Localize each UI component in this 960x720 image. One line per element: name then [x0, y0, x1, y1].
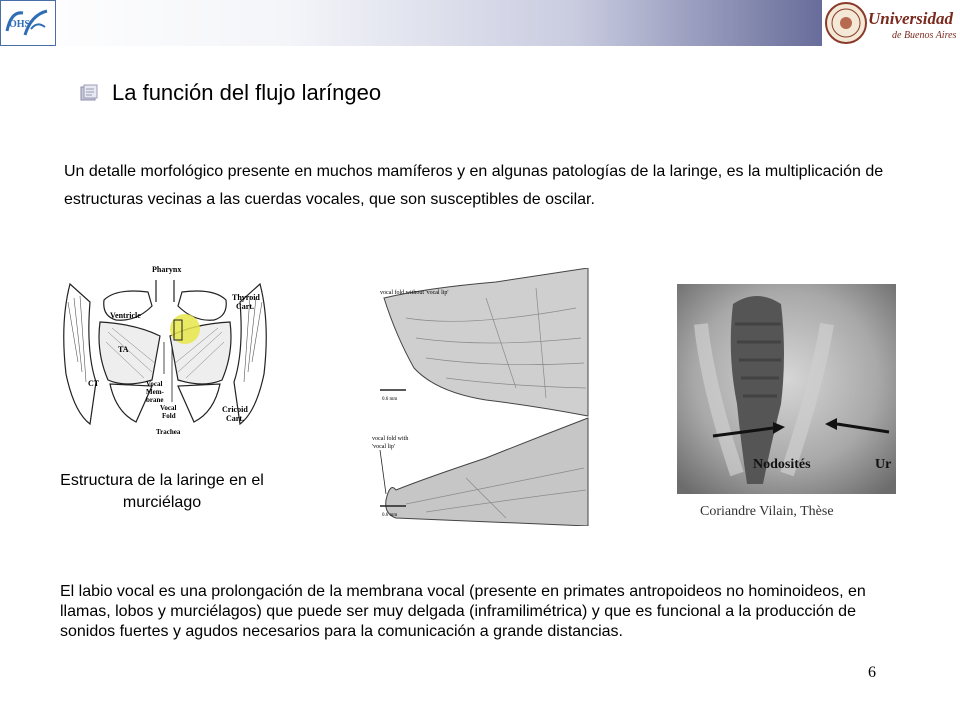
label-thyroid: Thyroid [232, 293, 260, 302]
bat-larynx-caption: Estructura de la laringe en el murciélago [60, 472, 264, 511]
bat-larynx-diagram [56, 262, 278, 440]
photo-overlay-ur: Ur [875, 457, 892, 472]
label-trachea: Trachea [156, 428, 181, 436]
label-cricoid: Cricoid [222, 405, 248, 414]
label-vocal-membrane-2: Mem- [146, 388, 164, 396]
ohs-logo [0, 0, 56, 46]
label-ct: CT [88, 379, 100, 388]
label-cricoid-cart: Cart. [226, 414, 244, 423]
slide-title: La función del flujo laríngeo [112, 80, 382, 105]
uba-name-line1: Universidad [868, 9, 953, 28]
label-thyroid-cart: Cart. [236, 302, 254, 311]
title-row [80, 80, 381, 106]
vocal-fold-histology [366, 268, 590, 526]
label-ta: TA [118, 345, 129, 354]
histology-scale-top: 0.6 mm [382, 397, 398, 402]
page-number: 6 [868, 664, 876, 681]
vocal-lip-paragraph: El labio vocal es una prolongación de la membrana vocal (presente en primates antropoideos no hominoideos, en llamas, lobos y murciélagos) que puede ser muy delgada (inframilimétrica) y que es funcional a la producción de sonidos fuertes y agudos necesarios para la comunicación a grande distancias. [60, 583, 866, 640]
label-vocal-membrane-1: Vocal [146, 380, 163, 388]
photo-overlay-nodosites: Nodosités [753, 457, 811, 472]
header-bar [0, 0, 960, 46]
histology-label-bottom-2: 'vocal lip' [372, 444, 395, 450]
label-pharynx: Pharynx [152, 265, 182, 274]
photo-credit: Coriandre Vilain, Thèse [700, 504, 834, 519]
uba-name-line2: de Buenos Aires [892, 30, 957, 41]
ohs-logo-text: OHS [9, 19, 31, 30]
histology-scale-bottom: 0.6 mm [382, 513, 398, 518]
label-vocal-membrane-3: brane [146, 396, 164, 404]
histology-label-top: vocal fold without 'vocal lip' [380, 290, 449, 296]
label-ventricle: Ventricle [110, 311, 141, 320]
label-vocal-fold-1: Vocal [160, 404, 177, 412]
slide-bullet-icon [80, 84, 98, 102]
label-vocal-fold-2: Fold [162, 412, 176, 420]
uba-logo-graphic [822, 0, 960, 46]
ohs-logo-graphic [1, 1, 55, 45]
uba-logo [822, 0, 960, 46]
intro-paragraph: Un detalle morfológico presente en muchos mamíferos y en algunas patologías de la laringe, es la multiplicación de estructuras vecinas a las cuerdas vocales, que son susceptibles de oscilar. [64, 163, 884, 208]
nodules-endoscopy-photo [677, 284, 896, 494]
histology-label-bottom-1: vocal fold with [372, 436, 409, 442]
